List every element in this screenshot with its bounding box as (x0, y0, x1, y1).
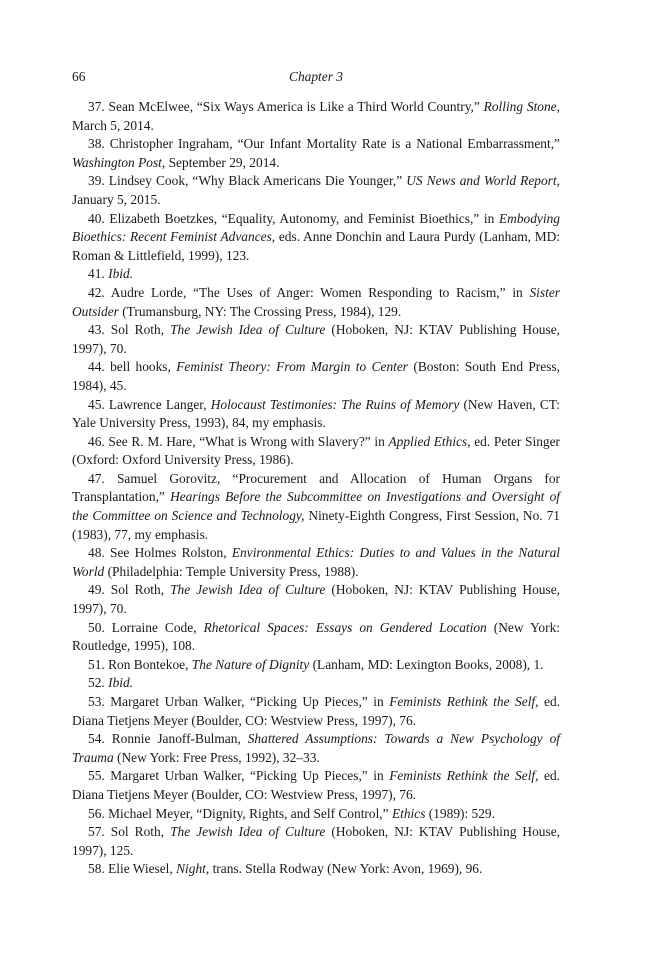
endnote-text: Christopher Ingraham, “Our Infant Mortality Rate is a National Embarrassment,” (104, 136, 560, 152)
endnote-text: (Philadelphia: Temple University Press, 1988). (104, 563, 359, 579)
endnote (72, 805, 560, 824)
endnote-title: Embodying Bioethics: Recent Feminist Advances (72, 210, 560, 245)
endnote-number: 47. (88, 470, 105, 486)
endnote-title: Feminists Rethink the Self (389, 694, 536, 709)
endnote (72, 544, 560, 581)
endnote-number: 58. (88, 861, 105, 877)
endnote-number: 37. (88, 99, 105, 114)
endnote-text: Audre Lorde, “The Uses of Anger: Women Responding to Racism,” in (104, 284, 530, 300)
endnote-title: Washington Post (72, 154, 162, 170)
endnote-text: , September 29, 2014. (161, 154, 280, 170)
book-page (72, 66, 560, 879)
endnote-text: (New Haven, CT: Yale University Press, 1993), 84, my emphasis. (72, 396, 560, 431)
page-number: 66 (72, 69, 86, 84)
endnote-number: 55. (88, 768, 105, 784)
endnote-title: Environmental Ethics: Duties to and Values in the Natural World (72, 545, 560, 579)
endnote-number: 52. (88, 675, 105, 691)
endnote (72, 693, 560, 730)
endnote-title: The Nature of Dignity (191, 656, 310, 672)
endnote-text: (Lanham, MD: Lexington Books, 2008), 1. (309, 656, 544, 672)
endnote-title: Night (176, 861, 206, 877)
endnote-text: , eds. Anne Donchin and Laura Purdy (Lanham, MD: Roman & Littlefield, 1999), 123. (72, 229, 560, 263)
endnote-title: Shattered Assumptions: Towards a New Psychology of Trauma (72, 731, 560, 765)
endnote-text: See R. M. Hare, “What is Wrong with Slavery?” in (104, 433, 389, 449)
endnote-number: 49. (88, 582, 105, 598)
endnote (72, 860, 560, 879)
endnote-title: Hearings Before the Subcommittee on Investigations and Oversight of the Committee on Science and Technology, (72, 489, 560, 524)
endnote-text: Ronnie Janoff-Bulman, (104, 731, 248, 747)
endnote-text: See Holmes Rolston, (104, 545, 232, 561)
endnote-number: 50. (88, 619, 105, 635)
endnote-text: Sol Roth, (104, 582, 171, 598)
endnote (72, 358, 560, 395)
endnote-text: Margaret Urban Walker, “Picking Up Pieces,” in (104, 768, 390, 784)
endnote (72, 767, 560, 804)
endnote-text: Ron Bontekoe, (104, 656, 192, 672)
endnotes-list (72, 98, 560, 879)
endnote-number: 38. (88, 136, 105, 152)
endnote-text: Michael Meyer, “Dignity, Rights, and Self Control,” (104, 805, 392, 821)
endnote-title: The Jewish Idea of Culture (170, 824, 326, 840)
endnote-title: Sister Outsider (72, 284, 560, 319)
endnote-number: 46. (88, 433, 105, 449)
endnote-text: , January 5, 2015. (72, 173, 560, 207)
endnote-title: The Jewish Idea of Culture (170, 322, 326, 338)
endnote-number: 39. (88, 173, 105, 189)
endnote-title: Ethics (391, 805, 426, 821)
endnote-number: 48. (88, 545, 105, 561)
endnote-text: Lindsey Cook, “Why Black Americans Die Younger,” (104, 173, 407, 189)
endnote-title: US News and World Report (406, 173, 557, 189)
endnote-text: Ninety-Eighth Congress, First Session, No. 71 (1983), 77, my emphasis. (72, 508, 560, 542)
endnote-number: 56. (88, 805, 105, 821)
endnote-text: (Boston: South End Press, 1984), 45. (72, 359, 560, 393)
endnote-number: 40. (88, 210, 105, 226)
endnote-text: Elizabeth Boetzkes, “Equality, Autonomy, and Feminist Bioethics,” in (104, 210, 499, 226)
endnote-text: Sol Roth, (104, 824, 171, 840)
endnote-text: (Hoboken, NJ: KTAV Publishing House, 1997), 70. (72, 322, 560, 356)
endnote-title: Rhetorical Spaces: Essays on Gendered Location (203, 619, 487, 635)
endnote-text: (Trumansburg, NY: The Crossing Press, 1984), 129. (118, 303, 402, 319)
endnote-text: (New York: Routledge, 1995), 108. (72, 619, 560, 654)
endnote-text: Sol Roth, (104, 322, 171, 338)
endnote-number: 57. (88, 824, 105, 840)
endnote-title: Rolling Stone (483, 99, 557, 114)
endnote (72, 98, 560, 135)
endnote (72, 730, 560, 767)
endnote (72, 470, 560, 544)
chapter-title: Chapter 3 (289, 69, 343, 84)
endnote-number: 41. (88, 266, 105, 282)
endnote-number: 43. (88, 322, 105, 338)
endnote-text: Elie Wiesel, (104, 861, 177, 877)
endnote-number: 53. (88, 694, 105, 709)
endnote-text: , ed. Diana Tietjens Meyer (Boulder, CO: Westview Press, 1997), 76. (72, 694, 560, 728)
endnote-text: , ed. Diana Tietjens Meyer (Boulder, CO: Westview Press, 1997), 76. (72, 768, 560, 802)
endnote (72, 265, 560, 284)
endnote (72, 321, 560, 358)
endnote-text: (New York: Free Press, 1992), 32–33. (113, 749, 320, 765)
endnote (72, 656, 560, 675)
endnote (72, 433, 560, 470)
endnote (72, 210, 560, 266)
endnote-text: Samuel Gorovitz, “Procurement and Allocation of Human Organs for Transplantation,” (72, 470, 560, 505)
endnote-number: 51. (88, 656, 105, 672)
endnote-title: Feminists Rethink the Self (389, 768, 536, 784)
endnote-number: 42. (88, 284, 105, 300)
endnote (72, 284, 560, 321)
endnote (72, 396, 560, 433)
endnote-title: Feminist Theory: From Margin to Center (176, 359, 409, 375)
endnote-text: Margaret Urban Walker, “Picking Up Pieces,” in (104, 694, 390, 709)
endnote-title: Holocaust Testimonies: The Ruins of Memory (210, 396, 460, 412)
endnote (72, 674, 560, 693)
endnote-number: 45. (88, 396, 105, 412)
endnote-text: , March 5, 2014. (72, 99, 560, 133)
endnote-title: Applied Ethics (388, 433, 468, 449)
endnote-text: , ed. Peter Singer (Oxford: Oxford University Press, 1986). (72, 433, 560, 468)
endnote-title: Ibid. (108, 675, 134, 691)
endnote-text: Lawrence Langer, (104, 396, 211, 412)
endnote-number: 44. (88, 359, 105, 375)
endnote-text: Lorraine Code, (104, 619, 204, 635)
running-head (72, 66, 560, 88)
endnote (72, 823, 560, 860)
endnote-text: , trans. Stella Rodway (New York: Avon, 1969), 96. (205, 861, 483, 877)
endnote-text: (1989): 529. (425, 805, 495, 821)
endnote (72, 135, 560, 172)
endnote-number: 54. (88, 731, 105, 747)
endnote-text: (Hoboken, NJ: KTAV Publishing House, 1997), 125. (72, 824, 560, 858)
endnote-text: (Hoboken, NJ: KTAV Publishing House, 1997), 70. (72, 582, 560, 617)
endnote (72, 581, 560, 618)
endnote-text: Sean McElwee, “Six Ways America is Like a Third World Country,” (104, 99, 484, 114)
endnote (72, 619, 560, 656)
endnote (72, 172, 560, 209)
endnote-title: The Jewish Idea of Culture (170, 582, 326, 598)
endnote-title: Ibid. (108, 266, 134, 282)
endnote-text: bell hooks, (104, 359, 177, 375)
